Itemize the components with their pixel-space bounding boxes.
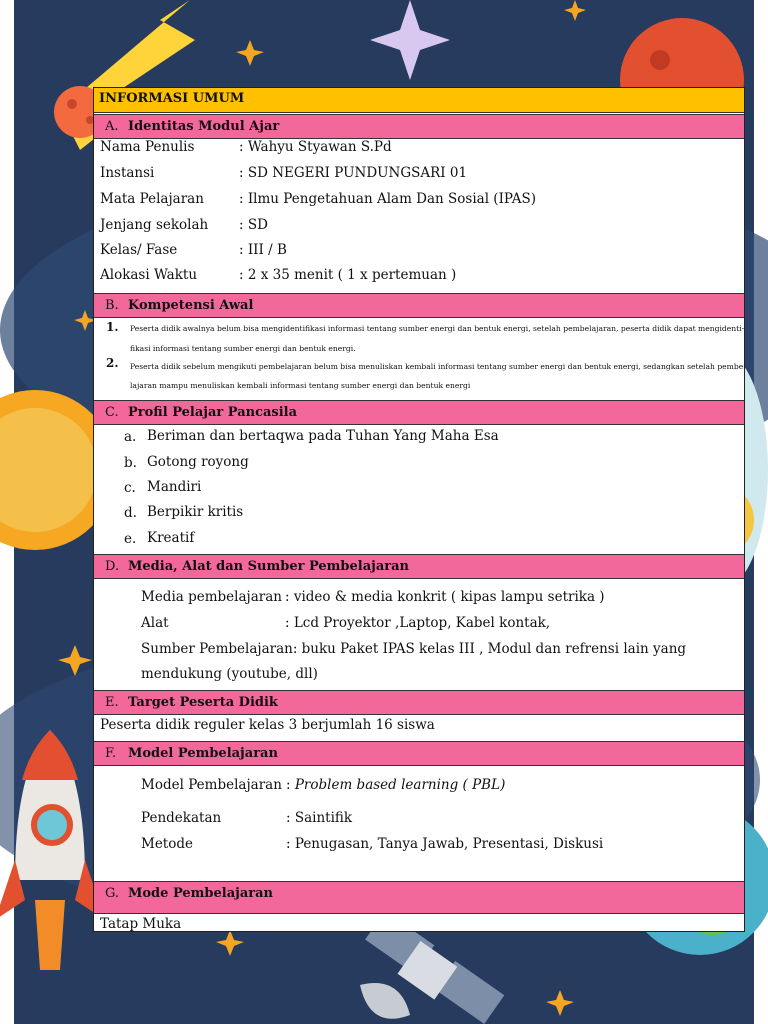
- list-letter: b.: [124, 455, 137, 471]
- media-value: : video & media konkrit ( kipas lampu setrika ): [285, 589, 605, 605]
- model-value: : Penugasan, Tanya Jawab, Presentasi, Diskusi: [286, 836, 604, 852]
- profil-item: Beriman dan bertaqwa pada Tuhan Yang Maha Esa: [147, 428, 499, 444]
- identitas-value: : Wahyu Styawan S.Pd: [239, 139, 392, 155]
- main-header-title: INFORMASI UMUM: [99, 91, 245, 106]
- list-letter: c.: [124, 480, 136, 496]
- identitas-value: : Ilmu Pengetahuan Alam Dan Sosial (IPAS): [239, 191, 537, 207]
- model-label: Pendekatan: [141, 810, 222, 826]
- identitas-label: Kelas/ Fase: [100, 242, 178, 258]
- model-label: Model Pembelajaran: [141, 777, 282, 793]
- list-letter: a.: [124, 429, 137, 445]
- list-number: 1.: [106, 320, 119, 334]
- section-letter: G.: [105, 886, 120, 901]
- identitas-label: Alokasi Waktu: [100, 267, 198, 283]
- section-letter: E.: [105, 695, 119, 710]
- profil-item: Berpikir kritis: [147, 504, 244, 520]
- section-letter: F.: [105, 746, 117, 761]
- module-sheet: [93, 87, 745, 932]
- section-title: Identitas Modul Ajar: [128, 119, 280, 134]
- identitas-value: : SD NEGERI PUNDUNGSARI 01: [239, 165, 468, 181]
- section-letter: B.: [105, 298, 119, 313]
- model-value: : Saintifik: [286, 810, 353, 826]
- identitas-label: Nama Penulis: [100, 139, 195, 155]
- section-title: Profil Pelajar Pancasila: [128, 405, 298, 420]
- identitas-label: Mata Pelajaran: [100, 191, 204, 207]
- media-label: Alat: [141, 615, 169, 631]
- target-text: Peserta didik reguler kelas 3 berjumlah 16 siswa: [100, 717, 435, 733]
- identitas-value: : SD: [239, 217, 268, 233]
- profil-item: Mandiri: [147, 479, 202, 495]
- section-f-header: [94, 741, 744, 766]
- sumber-text: mendukung (youtube, dll): [141, 666, 318, 682]
- section-e-header: [94, 690, 744, 715]
- section-b-header: [94, 293, 744, 318]
- kompetensi-text: Peserta didik sebelum mengikuti pembelajaran belum bisa menuliskan kembali informasi tentang sumber energi dan bentuk energi, sedangkan setelah pembe-: [130, 362, 746, 371]
- section-title: Model Pembelajaran: [128, 746, 278, 761]
- section-title: Media, Alat dan Sumber Pembelajaran: [128, 559, 409, 574]
- list-letter: d.: [124, 505, 137, 521]
- section-title: Mode Pembelajaran: [128, 886, 273, 901]
- identitas-label: Jenjang sekolah: [100, 217, 209, 233]
- section-g-header: [94, 881, 744, 914]
- sumber-text: Sumber Pembelajaran: buku Paket IPAS kelas III , Modul dan refrensi lain yang: [141, 641, 687, 657]
- model-label: Metode: [141, 836, 193, 852]
- kompetensi-text: fikasi informasi tentang sumber energi dan bentuk energi.: [130, 344, 356, 353]
- section-c-header: [94, 400, 744, 425]
- model-value: : Problem based learning ( PBL): [286, 777, 506, 793]
- section-a-header: [94, 114, 744, 139]
- kompetensi-text: lajaran mampu menuliskan kembali informasi tentang sumber energi dan bentuk energi: [130, 381, 471, 390]
- identitas-label: Instansi: [100, 165, 155, 181]
- section-letter: C.: [105, 405, 119, 420]
- section-letter: A.: [105, 119, 119, 134]
- media-value: : Lcd Proyektor ,Laptop, Kabel kontak,: [285, 615, 551, 631]
- section-d-header: [94, 554, 744, 579]
- identitas-value: : 2 x 35 menit ( 1 x pertemuan ): [239, 267, 457, 283]
- identitas-value: : III / B: [239, 242, 287, 258]
- kompetensi-text: Peserta didik awalnya belum bisa mengidentifikasi informasi tentang sumber energi dan bentuk energi, setelah pembelajaran, peserta didik dapat mengidenti-: [130, 324, 745, 333]
- main-header: [94, 88, 744, 113]
- list-number: 2.: [106, 356, 119, 370]
- media-label: Media pembelajaran: [141, 589, 282, 605]
- profil-item: Kreatif: [147, 530, 195, 546]
- profil-item: Gotong royong: [147, 454, 249, 470]
- section-title: Target Peserta Didik: [128, 695, 278, 710]
- mode-text: Tatap Muka: [100, 916, 182, 932]
- section-title: Kompetensi Awal: [128, 298, 254, 313]
- section-letter: D.: [105, 559, 120, 574]
- list-letter: e.: [124, 531, 137, 547]
- model-value-italic: Problem based learning ( PBL): [294, 777, 506, 793]
